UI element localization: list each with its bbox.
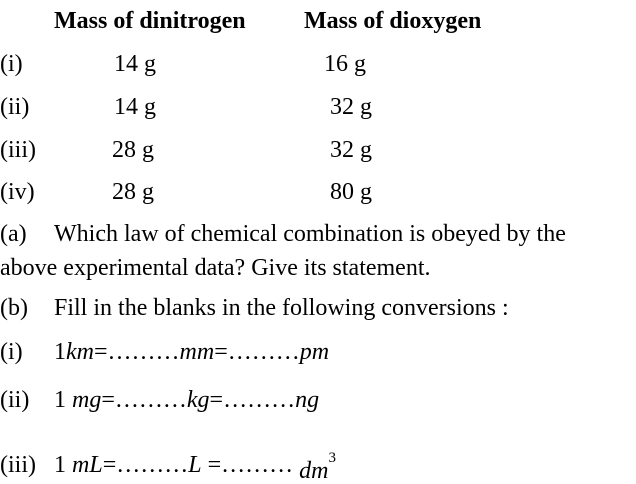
blank: =……… (93, 339, 180, 365)
conversion-row (54, 450, 336, 484)
row-label: (ii) (0, 94, 30, 120)
question-b-text: Fill in the blanks in the following conversions : (54, 295, 509, 321)
conversion-row (54, 340, 329, 364)
conversion-lead: 1 (54, 387, 66, 413)
header-dinitrogen: Mass of dinitrogen (54, 8, 246, 34)
conversion-lead: 1 (54, 339, 66, 365)
dioxygen-mass: 32 g (330, 137, 372, 163)
question-b-label: (b) (0, 295, 28, 321)
dinitrogen-mass: 14 g (114, 94, 156, 120)
unit: km (66, 339, 94, 365)
conversion-label: (ii) (0, 387, 30, 413)
blank: =……… (214, 339, 300, 365)
unit: mL (72, 452, 103, 478)
unit: L (188, 452, 202, 478)
exponent: 3 (328, 450, 336, 466)
blank: =……… (102, 452, 189, 478)
conversion-row (54, 388, 319, 412)
row-label: (i) (0, 51, 23, 77)
conversion-label: (i) (0, 339, 23, 365)
unit: kg (186, 387, 210, 413)
header-dioxygen: Mass of dioxygen (304, 8, 482, 34)
blank: =……… (201, 452, 300, 478)
unit: pm (299, 339, 330, 365)
question-a-line1: Which law of chemical combination is obeyed by the (54, 221, 566, 247)
unit: ng (295, 387, 320, 413)
question-a-label: (a) (0, 221, 27, 247)
dioxygen-mass: 80 g (330, 179, 372, 205)
question-a-line2: above experimental data? Give its statement. (0, 255, 431, 281)
dioxygen-mass: 16 g (324, 51, 366, 77)
unit: dm (299, 458, 329, 484)
dinitrogen-mass: 28 g (112, 179, 154, 205)
unit: mm (179, 339, 215, 365)
row-label: (iv) (0, 179, 35, 205)
conversion-label: (iii) (0, 452, 36, 478)
dioxygen-mass: 32 g (330, 94, 372, 120)
dinitrogen-mass: 28 g (112, 137, 154, 163)
blank: =……… (101, 387, 187, 413)
dinitrogen-mass: 14 g (114, 51, 156, 77)
conversion-lead: 1 (54, 452, 66, 478)
blank: =……… (209, 387, 296, 413)
row-label: (iii) (0, 137, 36, 163)
unit: mg (72, 387, 102, 413)
